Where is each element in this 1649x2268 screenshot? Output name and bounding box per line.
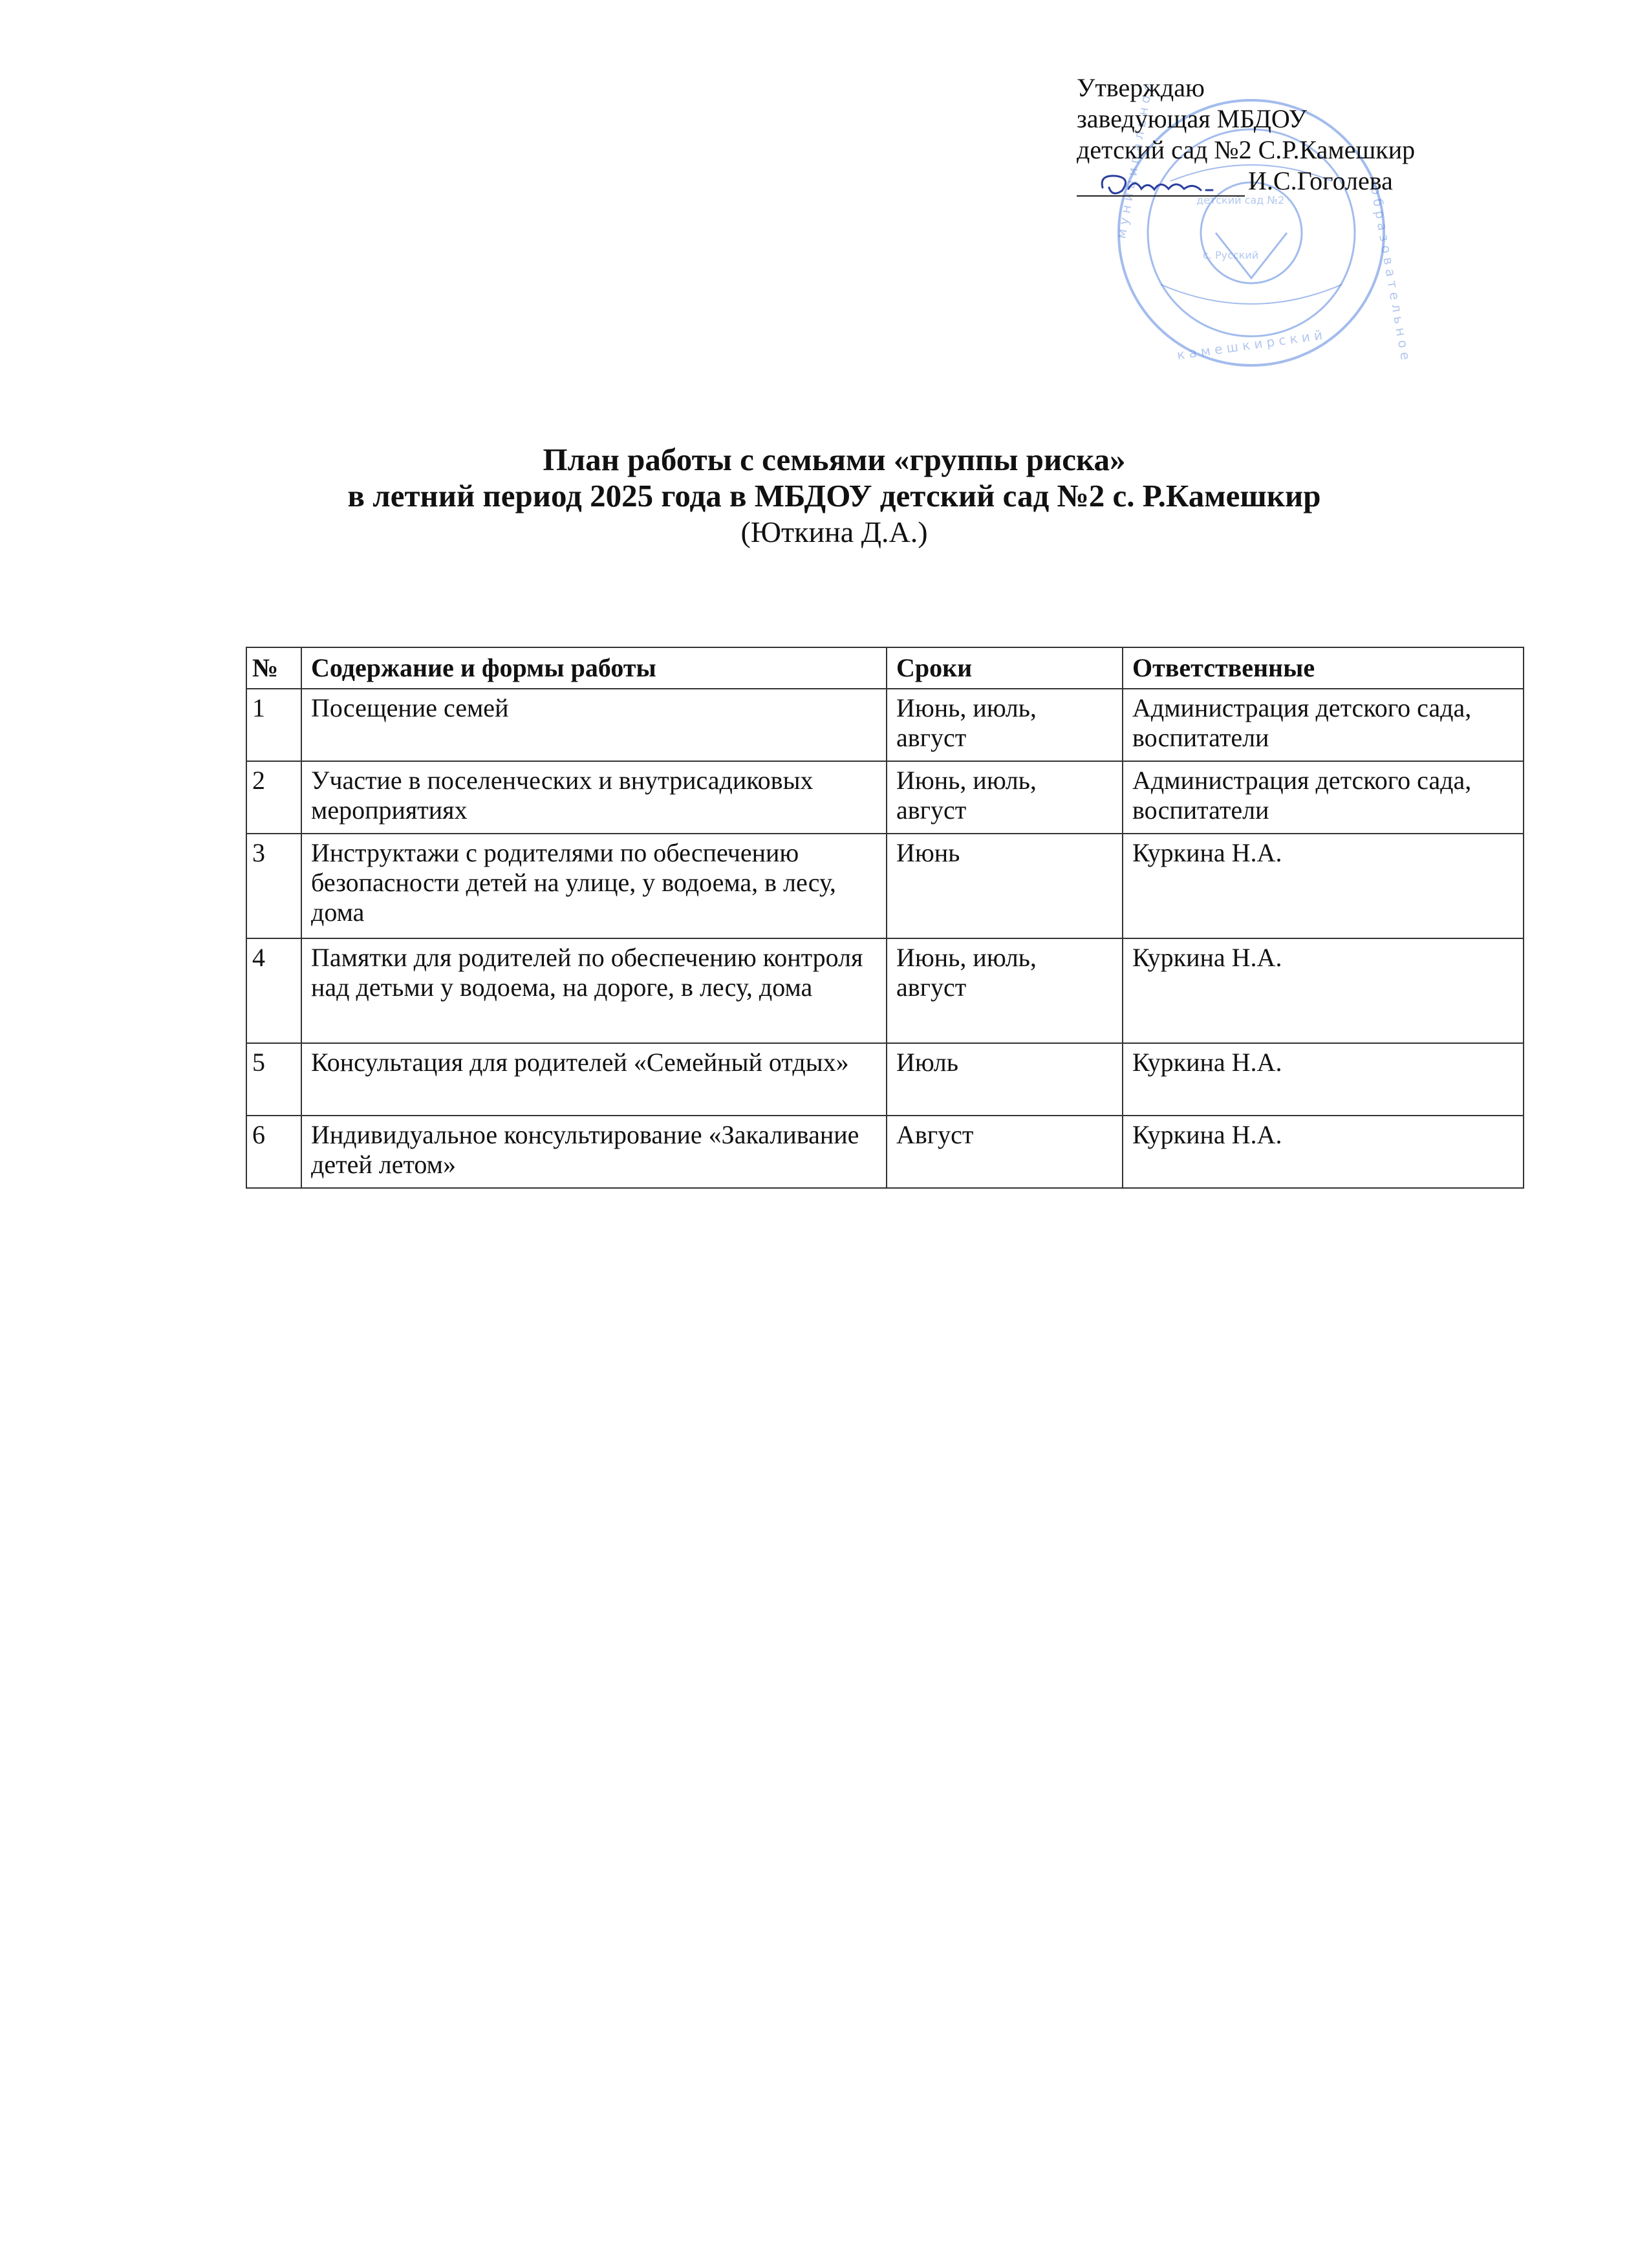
row-responsible: Администрация детского сада, воспитатели <box>1123 761 1524 834</box>
row-num: 5 <box>246 1043 301 1116</box>
row-num: 6 <box>246 1116 301 1188</box>
row-terms: Июль <box>887 1043 1123 1116</box>
title-line-1: План работы с семьями «группы риска» <box>543 442 1126 477</box>
row-num: 2 <box>246 761 301 834</box>
row-num: 3 <box>246 834 301 938</box>
approval-organization: детский сад №2 С.Р.Камешкир <box>1077 135 1416 164</box>
row-terms: Июнь, июль, август <box>887 761 1123 834</box>
plan-table <box>246 647 1524 1189</box>
table-row <box>246 938 1524 1043</box>
row-content: Участие в поселенческих и внутрисадиковых мероприятиях <box>301 761 887 834</box>
row-responsible: Куркина Н.А. <box>1123 834 1524 938</box>
header-terms: Сроки <box>887 647 1123 689</box>
row-responsible: Куркина Н.А. <box>1123 1043 1524 1116</box>
approval-word: Утверждаю <box>1077 73 1205 102</box>
svg-text:с. Русский: с. Русский <box>1203 249 1259 261</box>
approval-block <box>1077 72 1542 199</box>
table-header-row <box>246 647 1524 689</box>
header-num: № <box>246 647 301 689</box>
svg-text:о б р а з о в а т е л ь н о е: о б р а з о в а т е л ь н о е <box>1368 185 1414 362</box>
document-title <box>194 442 1474 550</box>
title-line-3: (Юткина Д.А.) <box>740 515 928 548</box>
header-content: Содержание и формы работы <box>301 647 887 689</box>
row-content: Памятки для родителей по обеспечению контроля над детьми у водоема, на дороге, в лесу, дома <box>301 938 887 1043</box>
table-row <box>246 689 1524 761</box>
handwritten-signature <box>1096 168 1251 200</box>
svg-text:детский сад №2: детский сад №2 <box>1196 194 1285 206</box>
row-num: 1 <box>246 689 301 761</box>
row-content: Консультация для родителей «Семейный отдых» <box>301 1043 887 1116</box>
director-name: И.С.Гоголева <box>1248 166 1393 195</box>
table-row <box>246 834 1524 938</box>
header-responsible: Ответственные <box>1123 647 1524 689</box>
row-content: Инструктажи с родителями по обеспечению безопасности детей на улице, у водоема, в лесу, дома <box>301 834 887 938</box>
table-row <box>246 761 1524 834</box>
title-line-2: в летний период 2025 года в МБДОУ детский сад №2 с. Р.Камешкир <box>347 478 1321 513</box>
table-row <box>246 1116 1524 1188</box>
row-responsible: Куркина Н.А. <box>1123 938 1524 1043</box>
row-terms: Июнь, июль, август <box>887 938 1123 1043</box>
approval-position: заведующая МБДОУ <box>1077 104 1307 133</box>
row-responsible: Администрация детского сада, воспитатели <box>1123 689 1524 761</box>
table-row <box>246 1043 1524 1116</box>
row-content: Посещение семей <box>301 689 887 761</box>
row-terms: Июнь <box>887 834 1123 938</box>
svg-text:м у н и ц и п а л ь н о е: м у н и ц и п а л ь н о е <box>1113 81 1156 240</box>
row-content: Индивидуальное консультирование «Закаливание детей летом» <box>301 1116 887 1188</box>
svg-text:к а м е ш к и р с к и й: к а м е ш к и р с к и й <box>1176 327 1324 363</box>
row-responsible: Куркина Н.А. <box>1123 1116 1524 1188</box>
row-terms: Июнь, июль, август <box>887 689 1123 761</box>
signature-line <box>1077 166 1542 199</box>
row-terms: Август <box>887 1116 1123 1188</box>
row-num: 4 <box>246 938 301 1043</box>
